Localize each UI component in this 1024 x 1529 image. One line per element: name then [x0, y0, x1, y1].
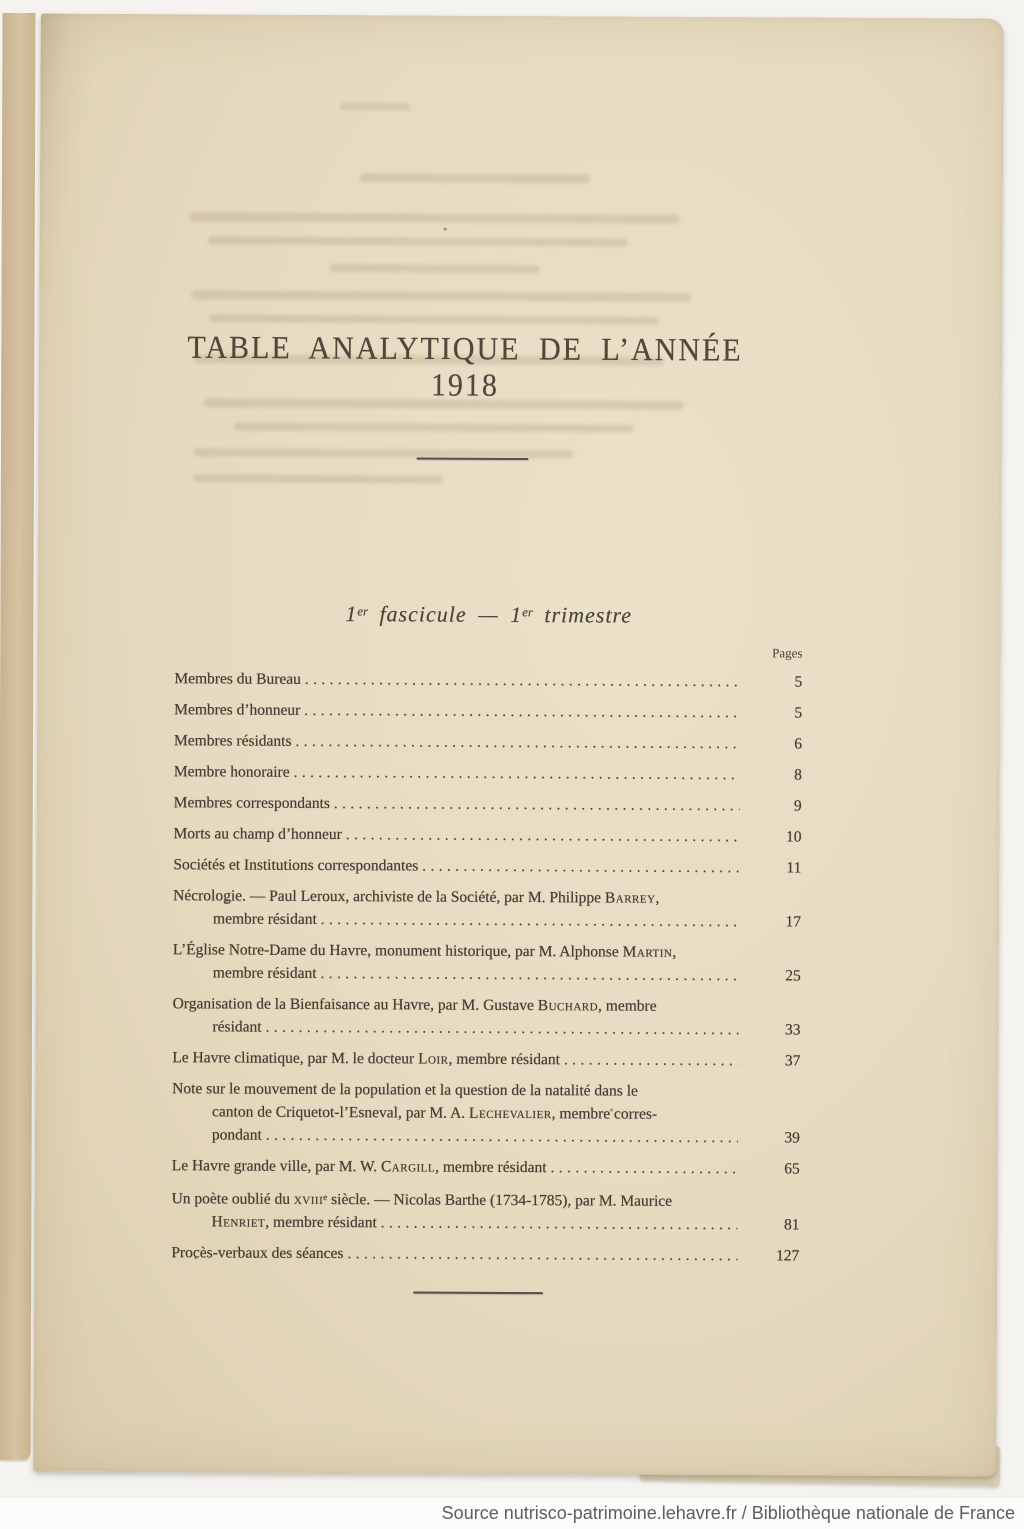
- toc-page-number: 5: [794, 704, 803, 722]
- text-segment: Membre honoraire: [173, 763, 290, 781]
- text-segment: fascicule — 1: [367, 601, 523, 628]
- text-segment: , membre résidant: [265, 1213, 377, 1232]
- text-segment: Membres du Bureau: [174, 670, 301, 688]
- title-divider-rule: [416, 457, 528, 460]
- text-segment: , membre corres-: [551, 1105, 658, 1123]
- toc-page-number: 6: [794, 735, 803, 753]
- ghost-text-line: [340, 103, 410, 110]
- ghost-text-line: [193, 474, 443, 483]
- text-segment: , membre: [598, 997, 657, 1015]
- smallcaps-text: Cargill: [380, 1158, 436, 1176]
- superscript-text: er: [357, 604, 369, 619]
- toc-page-number: 8: [794, 766, 802, 784]
- toc-entry: [172, 1077, 800, 1150]
- toc-entry: [174, 760, 802, 787]
- toc-page-number: 17: [785, 913, 802, 931]
- toc-page-number: 11: [786, 859, 802, 877]
- toc-line: [172, 1077, 800, 1103]
- toc-entry-text: [173, 938, 676, 964]
- toc-line: [173, 853, 801, 880]
- smallcaps-text: Henriet: [211, 1213, 266, 1231]
- dot-leader: [294, 761, 740, 787]
- smallcaps-text: Loir: [418, 1050, 449, 1068]
- page-title: TABLE ANALYTIQUE DE L’ANNÉE 1918: [187, 329, 743, 404]
- text-segment: Le Havre grande ville, par M. W.: [171, 1157, 382, 1176]
- toc-list: [171, 667, 802, 1275]
- toc-line: [173, 992, 801, 1018]
- ghost-text-line: [234, 423, 634, 433]
- ghost-text-line: [190, 212, 680, 224]
- toc-entry-text: [174, 698, 300, 722]
- dot-leader: [321, 908, 739, 934]
- text-segment: Sociétés et Institutions correspondantes: [173, 856, 419, 875]
- toc-entry-text: [174, 729, 292, 753]
- toc-line: [172, 1015, 800, 1042]
- toc-line: [174, 760, 802, 787]
- text-segment: Organisation de la Bienfaisance au Havre, par M. Gustave: [172, 995, 538, 1015]
- toc-entry: [174, 698, 802, 725]
- toc-page-number: 39: [784, 1129, 800, 1147]
- toc-entry: [173, 938, 801, 988]
- dot-leader: [334, 792, 740, 818]
- toc-entry-text: [211, 1210, 376, 1234]
- text-segment: Morts au champ d’honneur: [173, 825, 342, 844]
- toc-page-number: 127: [776, 1247, 800, 1265]
- text-segment: Membres d’honneur: [174, 701, 301, 719]
- dot-leader: [305, 668, 741, 694]
- ghost-text-line: [191, 290, 691, 302]
- text-segment: siècle. — Nicolas Barthe (1734-1785), par M. Maurice: [327, 1191, 673, 1210]
- toc-line: [172, 1100, 800, 1126]
- dot-leader: [551, 1156, 738, 1181]
- toc-page-number: 33: [784, 1021, 801, 1039]
- toc-line: [174, 791, 802, 818]
- document-page: [33, 13, 1004, 1476]
- toc-line: [173, 884, 801, 910]
- toc-entry: [173, 822, 801, 849]
- text-segment: Un poète oublié du: [171, 1190, 294, 1208]
- toc-entry: [172, 1154, 800, 1181]
- toc-line: [173, 938, 801, 964]
- toc-entry: [172, 1046, 800, 1073]
- text-segment: ,: [655, 889, 660, 907]
- smallcaps-text: Buchard: [537, 997, 599, 1015]
- dot-leader: [347, 1242, 737, 1268]
- toc-line: [172, 1046, 800, 1073]
- text-segment: Membres correspondants: [173, 794, 330, 813]
- text-segment: 1: [345, 601, 358, 627]
- toc-entry-text: [173, 822, 341, 846]
- toc-entry-text: [173, 884, 659, 910]
- text-segment: membre résidant: [212, 964, 317, 982]
- dot-leader: [381, 1211, 738, 1237]
- text-segment: résidant: [212, 1018, 262, 1036]
- text-segment: , membre résidant: [435, 1158, 547, 1177]
- toc-page-number: 65: [784, 1160, 800, 1178]
- smallcaps-text: Lechevalier: [469, 1104, 552, 1123]
- toc-entry-text: [212, 1015, 261, 1038]
- toc-page-number: 10: [785, 828, 802, 846]
- text-segment: Procès-verbaux des séances: [171, 1244, 344, 1263]
- smallcaps-text: Barrey: [604, 889, 656, 907]
- dot-leader: [346, 823, 740, 849]
- text-segment: Nécrologie. — Paul Leroux, archiviste de la Société, par M. Philippe: [173, 887, 605, 907]
- toc-entry: [174, 667, 802, 694]
- toc-entry-text: [213, 961, 317, 985]
- smallcaps-text: xviii: [293, 1190, 324, 1209]
- toc-entry: [174, 791, 802, 818]
- toc-line: [172, 1154, 800, 1181]
- toc-line: [171, 1241, 799, 1268]
- superscript-text: er: [522, 605, 533, 620]
- previous-page-edge: [0, 13, 36, 1460]
- toc-entry: [174, 729, 802, 756]
- toc-entry-text: [172, 1077, 638, 1102]
- toc-page-number: 9: [793, 797, 802, 815]
- dot-leader: [304, 699, 740, 725]
- dot-leader: [320, 962, 738, 988]
- ghost-text-line: [194, 448, 574, 458]
- toc-entry: [172, 992, 800, 1042]
- text-segment: ,: [672, 943, 677, 961]
- toc-line: [173, 961, 801, 988]
- toc-entry: [173, 884, 801, 934]
- toc-entry-text: [213, 907, 317, 931]
- ghost-text-line: [360, 173, 590, 183]
- toc-line: [171, 1210, 799, 1237]
- section-heading: [175, 600, 803, 629]
- source-attribution-bar: [0, 1498, 1024, 1529]
- bottom-divider-rule: [413, 1291, 543, 1294]
- text-segment: canton de Criquetot-l’Esneval, par M. A.: [212, 1103, 470, 1122]
- toc-entry-text: [174, 791, 330, 815]
- smallcaps-text: Martin: [622, 943, 673, 961]
- toc-line: [172, 1123, 800, 1150]
- toc-entry: [171, 1241, 799, 1268]
- toc-entry-text: [172, 1046, 560, 1071]
- toc-entry-text: [174, 667, 301, 691]
- toc-entry-text: [173, 992, 657, 1018]
- dot-leader: [266, 1016, 739, 1042]
- toc-line: [174, 729, 802, 756]
- ghost-text-line: [208, 236, 628, 246]
- text-segment: pondant: [211, 1126, 262, 1144]
- toc-entry-text: [171, 1241, 343, 1265]
- text-segment: L’Église Notre-Dame du Havre, monument historique, par M. Alphonse: [172, 941, 623, 961]
- toc-entry-text: [172, 1154, 547, 1179]
- ghost-text-line: [209, 314, 659, 324]
- toc-page-number: 37: [784, 1052, 801, 1070]
- superscript-text: e: [323, 1191, 328, 1203]
- toc-entry-text: [174, 760, 290, 784]
- text-segment: membre résidant: [213, 910, 317, 928]
- text-segment: trimestre: [532, 602, 633, 628]
- text-segment: Le Havre climatique, par M. le docteur: [172, 1049, 419, 1068]
- dot-leader: [422, 854, 739, 880]
- paper-speck: [444, 228, 447, 231]
- toc-line: [174, 667, 802, 694]
- toc-entry: [171, 1185, 799, 1237]
- toc-page-number: 25: [785, 967, 801, 985]
- toc-line: [172, 1185, 800, 1213]
- toc-entry: [173, 853, 801, 880]
- text-segment: Note sur le mouvement de la population et la question de la natalité dans le: [172, 1080, 638, 1100]
- toc-entry-text: [212, 1123, 262, 1146]
- source-attribution-text: Source nutrisco-patrimoine.lehavre.fr / Bibliothèque nationale de France: [441, 1503, 1015, 1523]
- toc-entry-text: [172, 1185, 673, 1213]
- text-segment: Membres résidants: [173, 732, 292, 750]
- toc-page-number: 5: [794, 673, 803, 691]
- toc-line: [173, 907, 801, 934]
- toc-line: [174, 698, 802, 725]
- toc-entry-text: [173, 853, 418, 877]
- dot-leader: [295, 730, 740, 756]
- ghost-text-line: [329, 264, 539, 273]
- text-segment: , membre résidant: [448, 1050, 561, 1069]
- dot-leader: [564, 1048, 738, 1073]
- dot-leader: [266, 1124, 738, 1150]
- toc-entry-text: [212, 1100, 657, 1125]
- toc-line: [173, 822, 801, 849]
- toc-page-number: 81: [783, 1216, 800, 1234]
- pages-column-label: Pages: [772, 645, 803, 661]
